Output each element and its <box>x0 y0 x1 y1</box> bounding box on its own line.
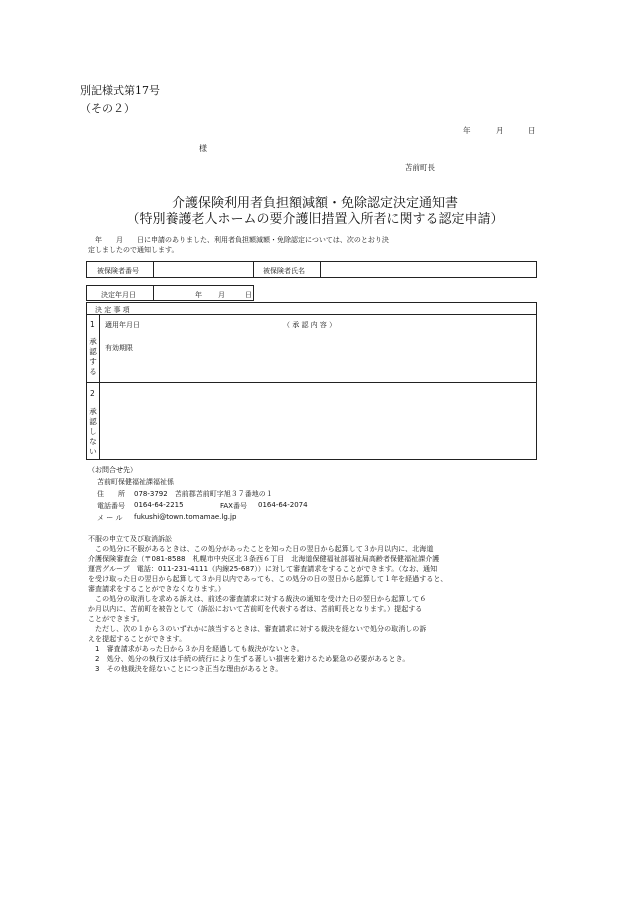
intro-line-1: 年 月 日に申請のありました、利用者負担額減額・免除認定については、次のとおり決 <box>88 236 389 244</box>
fax-value: 0164-64-2074 <box>258 501 308 509</box>
phone-label: 電話番号 <box>97 502 125 510</box>
decision-items-label: 決 定 事 項 <box>95 306 130 314</box>
decision-date-label: 決定年月日 <box>101 291 136 299</box>
issuer: 苫前町長 <box>405 163 435 172</box>
address-label: 住 所 <box>97 490 125 498</box>
appeal-line: ただし、次の１から３のいずれかに該当するときは、審査請求に対する裁決を経ないで処分の取消しの訴 <box>88 625 427 633</box>
appeal-line: 介護保険審査会（〒081-8588 札幌市中央区北３条西６丁目 北海道保健福祉部福祉局高齢者保健福祉課介護 <box>88 555 440 563</box>
appeal-line: か月以内に、苫前町を被告として（訴訟において苫前町を代表する者は、苫前町長となります。）提起する <box>88 605 423 613</box>
form-part: （その２） <box>80 102 135 115</box>
insured-info-row <box>86 261 537 278</box>
contact-heading: （お問合せ先） <box>88 466 137 474</box>
address-value: 078-3792 苫前郡苫前町字旭３７番地の１ <box>134 490 273 498</box>
phone-value: 0164-64-2215 <box>134 501 184 509</box>
disapprove-number: 2 <box>90 389 95 398</box>
insured-name-label: 被保険者氏名 <box>263 267 305 275</box>
decision-date-month: 月 <box>218 291 225 299</box>
approve-number: 1 <box>90 320 95 329</box>
date-month-label: 月 <box>496 126 504 135</box>
insured-number-label: 被保険者番号 <box>97 267 139 275</box>
appeal-line: ことができます。 <box>88 615 144 623</box>
document-subtitle: （特別養護老人ホームの要介護旧措置入所者に関する認定申請） <box>126 212 504 227</box>
decision-date-day: 日 <box>245 291 252 299</box>
contact-office: 苫前町保健福祉課福祉係 <box>97 478 174 486</box>
intro-line-2: 定しましたので通知します。 <box>88 246 179 254</box>
appeal-line: 2 処分、処分の執行又は手続の続行により生ずる著しい損害を避けるため緊急の必要があるとき。 <box>88 655 410 663</box>
disapprove-vertical-label: 承 認 し な い <box>89 407 97 456</box>
appeal-line: 審査請求をすることができなくなります。） <box>88 585 225 593</box>
approve-vertical-label: 承 認 す る <box>89 337 97 376</box>
mail-value: fukushi@town.tomamae.lg.jp <box>134 513 237 521</box>
applicable-date-label: 適用年月日 <box>105 321 140 329</box>
appeal-line: 3 その他裁決を経ないことにつき正当な理由があるとき。 <box>88 665 283 673</box>
form-number: 別記様式第17号 <box>80 84 160 97</box>
date-year-label: 年 <box>463 126 471 135</box>
appeal-line: 1 審査請求があった日から３か月を経過しても裁決がないとき。 <box>88 645 304 653</box>
appeal-line: を受け取った日の翌日から起算して３か月以内であっても、この処分の日の翌日から起算して１年を経過すると、 <box>88 575 448 583</box>
decision-date-year: 年 <box>195 291 202 299</box>
addressee-suffix: 様 <box>199 144 207 153</box>
approval-details-label: （ 承 認 内 容 ） <box>283 321 337 329</box>
date-day-label: 日 <box>528 126 536 135</box>
mail-label: メ ー ル <box>97 514 123 522</box>
appeal-heading: 不服の申立て及び取消訴訟 <box>88 535 172 543</box>
appeal-line: 運営グループ 電話：011-231-4111（内線25-687））に対して審査請求をすることができます。（なお、通知 <box>88 565 438 573</box>
appeal-line: この処分に不服があるときは、この処分があったことを知った日の翌日から起算して３か月以内に、北海道 <box>88 545 434 553</box>
document-title: 介護保険利用者負担額減額・免除認定決定通知書 <box>171 196 458 211</box>
valid-until-label: 有効期限 <box>105 344 133 352</box>
appeal-line: この処分の取消しを求める訴えは、前述の審査請求に対する裁決の通知を受けた日の翌日から起算して６ <box>88 595 427 603</box>
appeal-line: えを提起することができます。 <box>88 635 187 643</box>
decision-items-table <box>86 302 537 460</box>
decision-date-row <box>86 285 254 301</box>
fax-label: FAX番号 <box>220 502 247 510</box>
